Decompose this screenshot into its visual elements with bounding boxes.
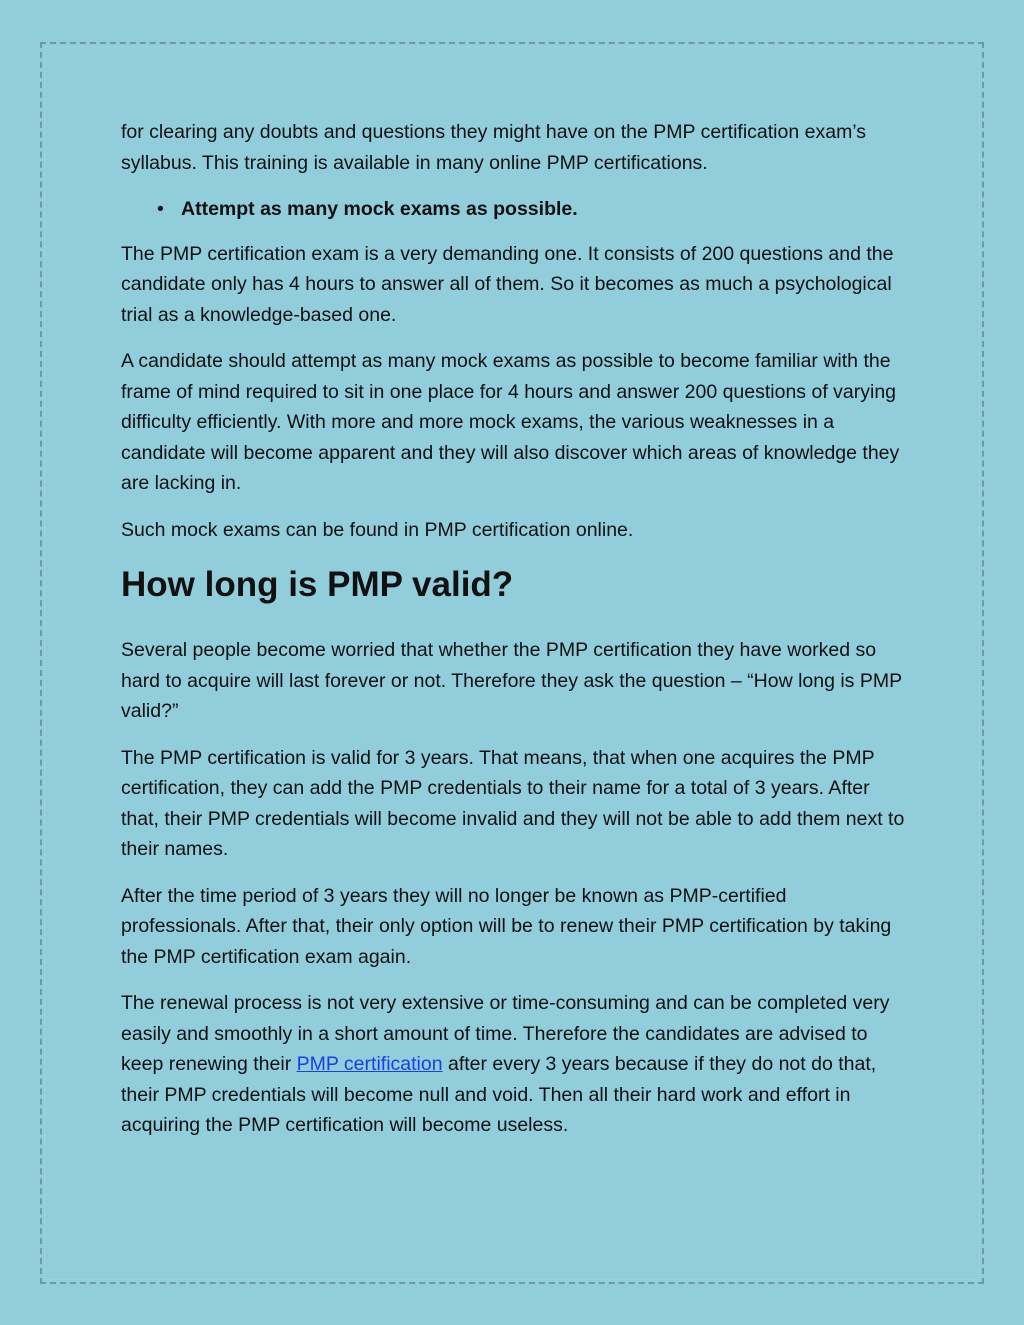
pmp-certification-link[interactable]: PMP certification [296,1053,443,1075]
paragraph-after-period: After the time period of 3 years they will no longer be known as PMP-certified professionals. After that, their only option will be to renew their PMP certification by taking the PMP certification exam again. [121,884,892,968]
section-heading: How long is PMP valid? [121,565,514,604]
bullet-list [121,194,911,225]
renewal-text-before: The renewal process is not very extensive or time-consuming and can be completed very easily and smoothly in a short amount of time. Therefore the candidates are advised to keep renewing their [121,992,890,1075]
paragraph-demanding: The PMP certification exam is a very demanding one. It consists of 200 questions and the candidate only has 4 hours to answer all of them. So it becomes as much a psychological trial as a knowledge-based one. [121,242,894,326]
paragraph-worried: Several people become worried that whether the PMP certification they have worked so hard to acquire will last forever or not. Therefore they ask the question – “How long is PMP valid?” [121,639,902,722]
document-body [121,117,911,1157]
bullet-dot-icon: • [157,198,164,220]
paragraph-mock-exams: A candidate should attempt as many mock exams as possible to become familiar with the frame of mind required to sit in one place for 4 hours and answer 200 questions of varying difficulty efficiently. With more and more mock exams, the various weaknesses in a candidate will become apparent and they will also discover which areas of knowledge they are lacking in. [121,350,900,494]
paragraph-online: Such mock exams can be found in PMP certification online. [121,518,634,541]
paragraph-intro: for clearing any doubts and questions they might have on the PMP certification exam’s syllabus. This training is available in many online PMP certifications. [121,121,867,174]
paragraph-renewal [121,988,911,1141]
paragraph-validity: The PMP certification is valid for 3 years. That means, that when one acquires the PMP certification, they can add the PMP credentials to their name for a total of 3 years. After that, their PMP credentials will become invalid and they will not be able to add them next to their names. [121,746,905,860]
bullet-item [121,194,911,225]
renewal-text-after: after every 3 years because if they do not do that, their PMP credentials will become null and void. Then all their hard work and effort in acquiring the PMP certification will become useless. [121,1053,877,1136]
bullet-item-text: Attempt as many mock exams as possible. [181,198,578,220]
